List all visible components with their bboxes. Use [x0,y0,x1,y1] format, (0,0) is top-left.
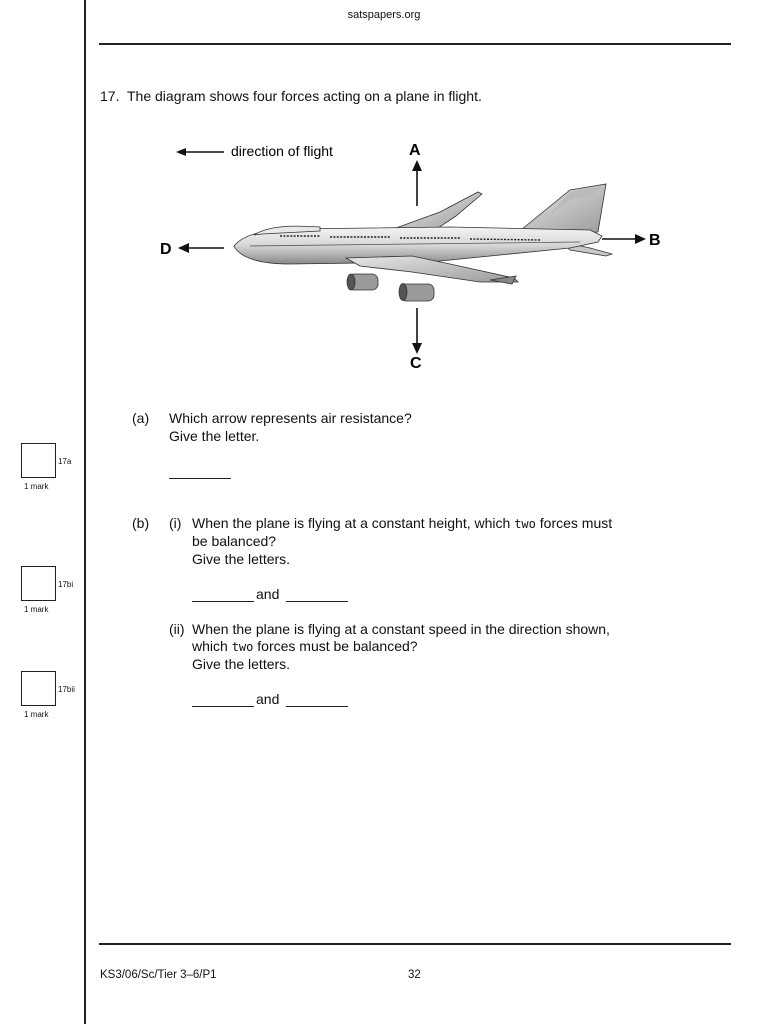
part-b-ii-line2 [192,638,418,656]
answer-blank-bi-2[interactable] [286,586,348,602]
part-a-line1: Which arrow represents air resistance? [169,410,412,426]
emphasis-two: two [231,640,254,654]
margin-rule [84,0,86,1024]
question-text: The diagram shows four forces acting on a plane in flight. [127,88,482,104]
part-b-ii-text-end: forces must be balanced? [253,638,418,654]
mark-id-17bii: 17bii [58,685,75,694]
header-rule [99,43,731,45]
site-name: satspapers.org [347,9,421,21]
label-d: D [160,241,172,258]
part-b-i-line2: be balanced? [192,533,277,549]
part-b-i-text: When the plane is flying at a constant height, which [192,515,515,531]
direction-label: direction of flight [231,143,333,159]
label-a: A [409,142,421,159]
part-b-i-label: (i) [169,515,182,531]
and-text-bi: and [256,586,280,602]
direction-arrow [176,148,224,156]
label-c: C [410,355,422,372]
answer-blank-bii-2[interactable] [286,691,348,707]
forces-diagram [150,130,690,380]
mark-label-17bii: 1 mark [24,710,49,719]
mark-box-17bii[interactable] [21,671,56,706]
part-b-ii-text: which [192,638,232,654]
part-a-label: (a) [132,410,150,426]
arrow-b [602,234,646,244]
arrow-c [412,308,422,354]
mark-id-17bi: 17bi [58,580,74,589]
arrow-d [178,243,224,253]
answer-blank-a[interactable] [169,463,231,479]
mark-box-17bi[interactable] [21,566,56,601]
part-b-ii-line3: Give the letters. [192,656,291,672]
answer-blank-bii-1[interactable] [192,691,254,707]
part-b-i-line1 [192,515,612,533]
mark-label-17bi: 1 mark [24,605,49,614]
mark-box-17a[interactable] [21,443,56,478]
and-text-bii: and [256,691,280,707]
footer-rule [99,943,731,945]
answer-blank-bi-1[interactable] [192,586,254,602]
part-b-ii-label: (ii) [169,621,185,637]
question-stem [100,88,482,105]
mark-label-17a: 1 mark [24,482,49,491]
emphasis-two: two [514,517,536,531]
question-number: 17. [100,88,120,104]
part-b-i-line3: Give the letters. [192,551,291,567]
part-b-ii-line1: When the plane is flying at a constant speed in the direction shown, [192,621,610,637]
airplane-illustration [234,184,612,301]
page-number: 32 [408,969,421,981]
part-a-line2: Give the letter. [169,428,260,444]
paper-code: KS3/06/Sc/Tier 3–6/P1 [100,969,217,981]
part-b-i-text-end: forces must [535,515,613,531]
mark-id-17a: 17a [58,457,72,466]
label-b: B [649,232,661,249]
arrow-a [412,160,422,206]
part-b-label: (b) [132,515,150,531]
